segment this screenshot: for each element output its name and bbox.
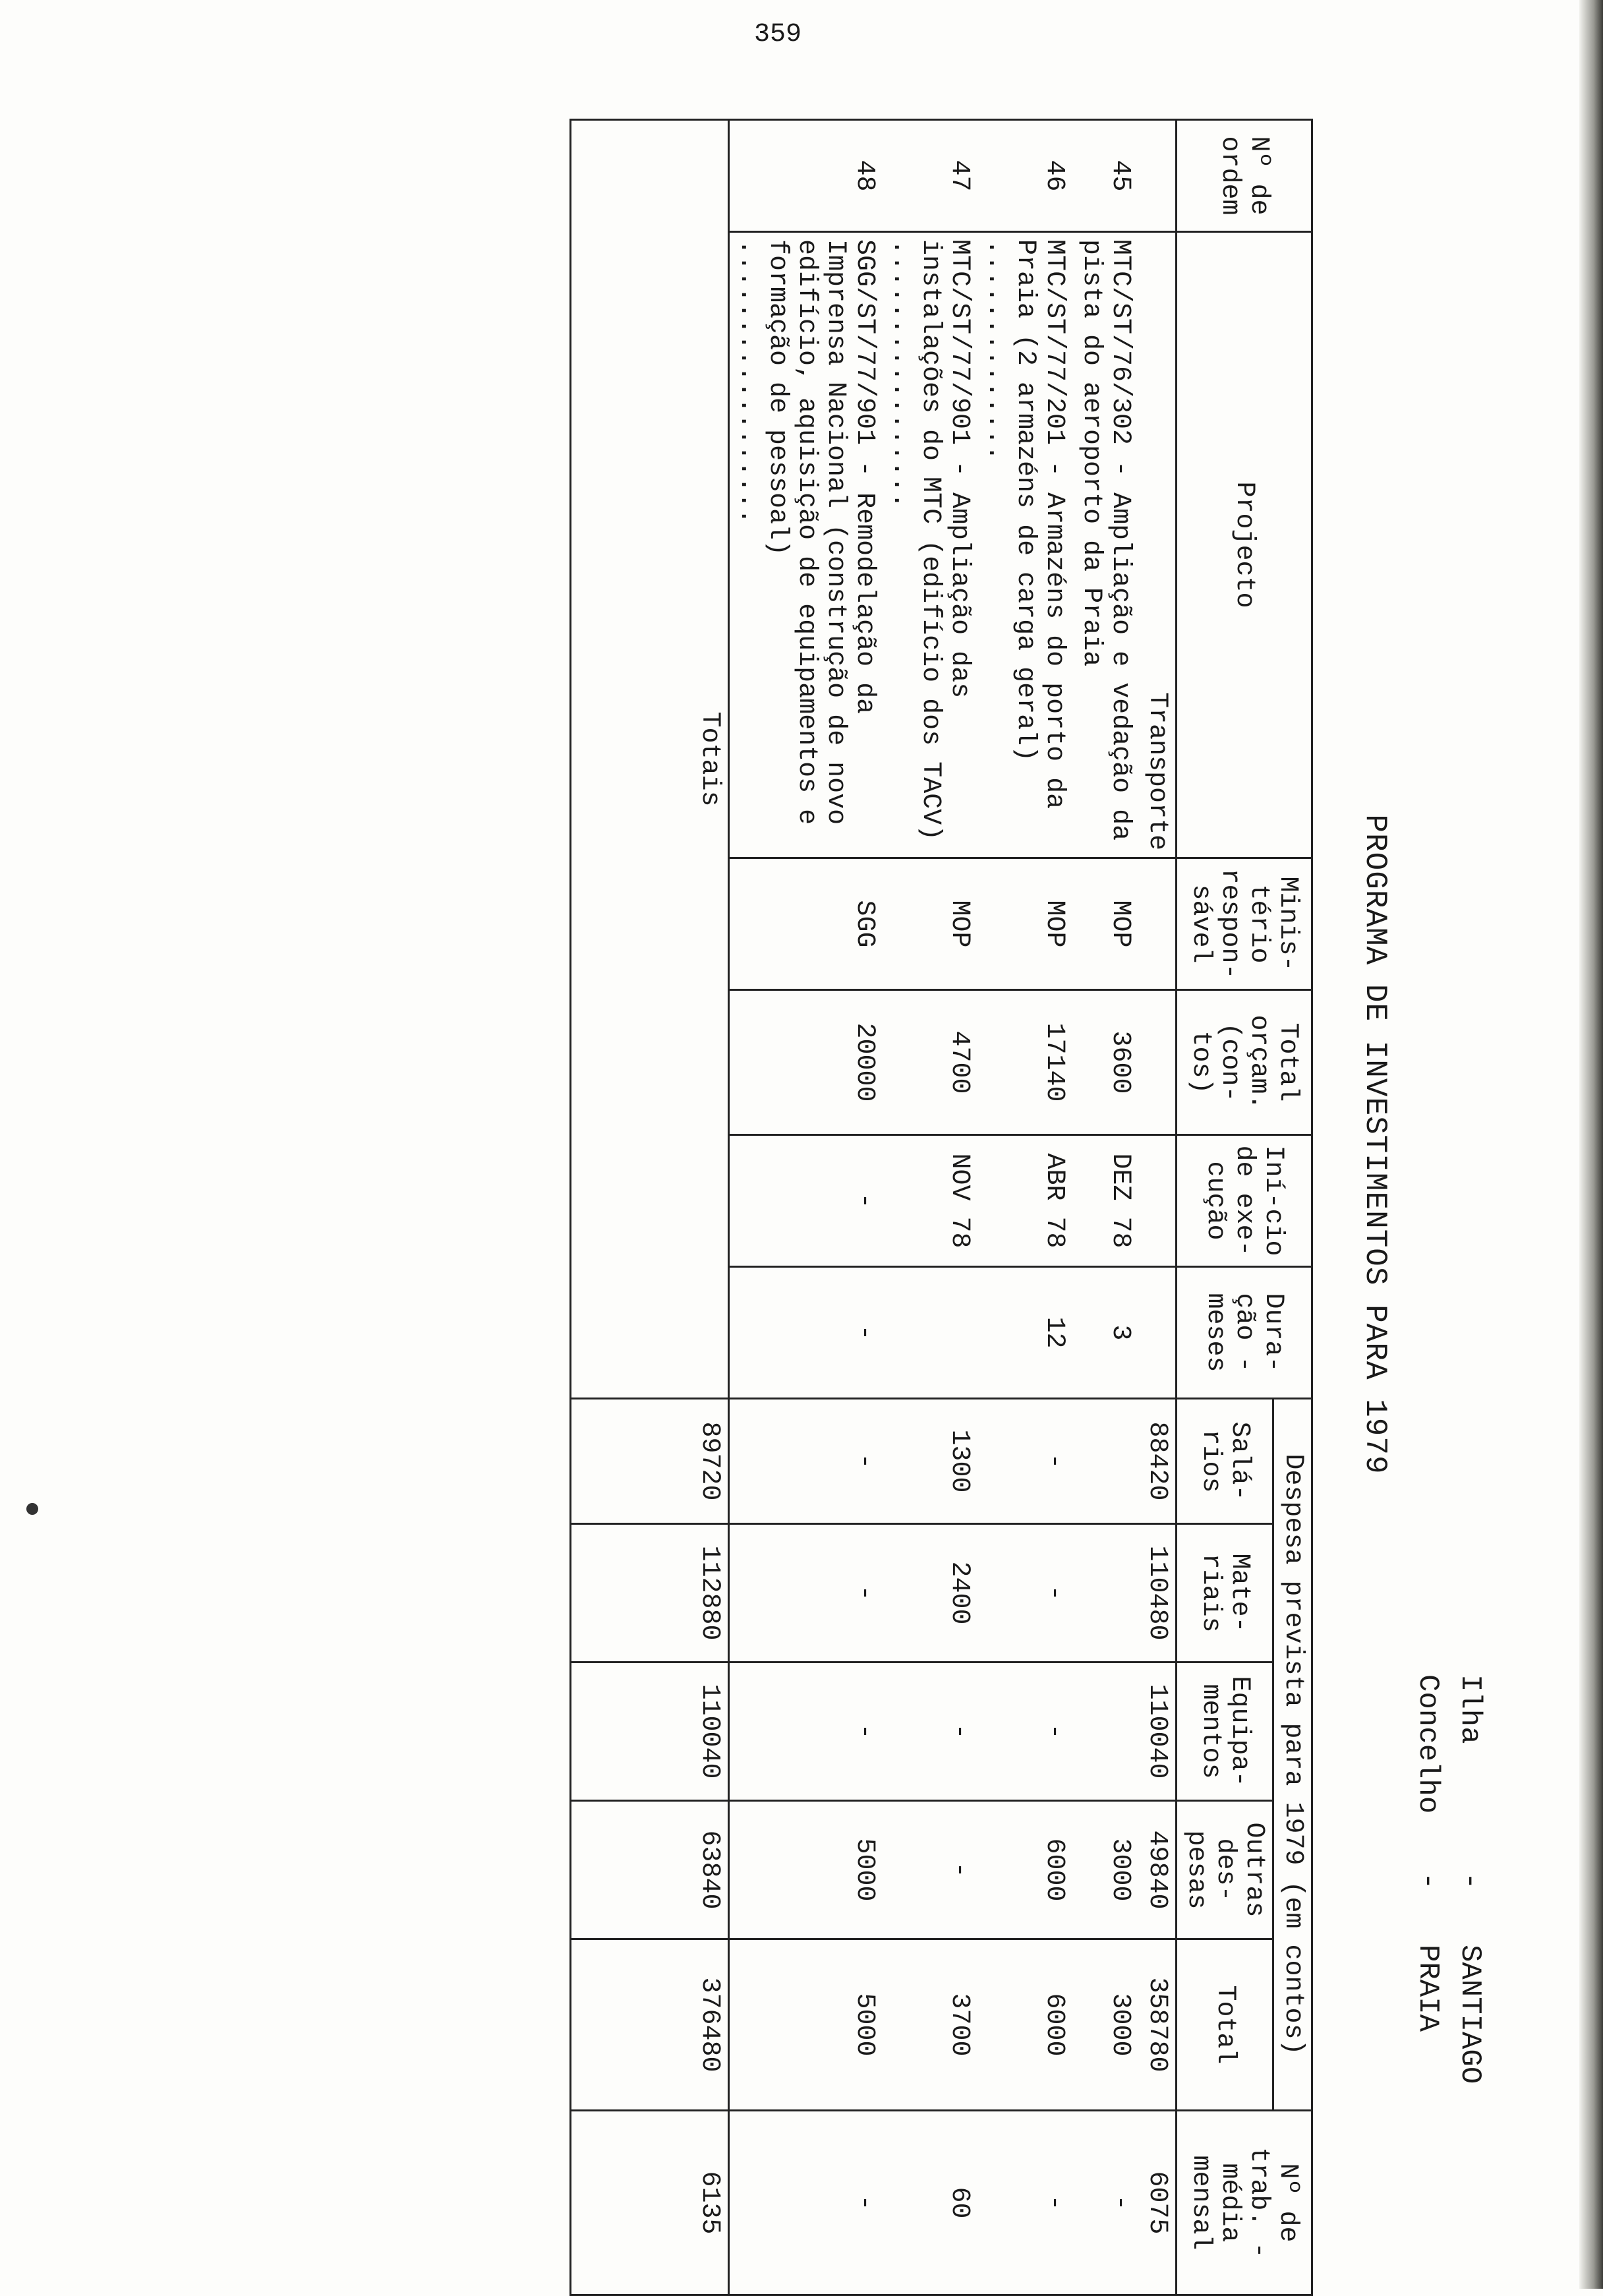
- header-materiais: Mate-riais: [1177, 1524, 1273, 1663]
- row-trab: -: [729, 2111, 883, 2295]
- row-outras: 5000: [729, 1801, 883, 1939]
- totals-materiais: 112880: [571, 1524, 729, 1663]
- totals-equipamentos: 110040: [571, 1663, 729, 1801]
- table-row: [883, 120, 977, 2295]
- table-row: [977, 120, 1072, 2295]
- transport-outras: 49840: [1138, 1801, 1177, 1939]
- transport-ministerio-cell: [1138, 858, 1177, 990]
- header-row-1: [1273, 120, 1312, 2295]
- row-total-orcam: 4700: [883, 990, 977, 1135]
- table-row: [1072, 120, 1138, 2295]
- header-total-orcam: Total orçam. (con-tos): [1177, 990, 1312, 1135]
- totals-salarios: 89720: [571, 1399, 729, 1524]
- transport-total: 358780: [1138, 1939, 1177, 2111]
- transport-equipamentos: 110040: [1138, 1663, 1177, 1801]
- row-salarios: -: [977, 1399, 1072, 1524]
- row-ordem: 48: [729, 120, 883, 232]
- ilha-label: Ilha: [1453, 1674, 1486, 1744]
- transport-materiais: 110480: [1138, 1524, 1177, 1663]
- row-inicio: -: [729, 1135, 883, 1267]
- row-projecto: MTC/ST/77/201 - Armazéns do porto da Praia (2 armazéns de carga geral) ..............: [977, 232, 1072, 858]
- row-total: 3700: [883, 1939, 977, 2111]
- row-equipamentos: [1072, 1663, 1138, 1801]
- row-outras: -: [883, 1801, 977, 1939]
- row-equipamentos: -: [977, 1663, 1072, 1801]
- row-outras: 6000: [977, 1801, 1072, 1939]
- row-total-orcam: 20000: [729, 990, 883, 1135]
- transport-orcam-cell: [1138, 990, 1177, 1135]
- row-inicio: DEZ 78: [1072, 1135, 1138, 1267]
- row-ordem: 47: [883, 120, 977, 232]
- row-ordem: 45: [1072, 120, 1138, 232]
- row-trab: 60: [883, 2111, 977, 2295]
- investment-table: [569, 119, 1313, 2296]
- row-trab: -: [1072, 2111, 1138, 2295]
- row-salarios: -: [729, 1399, 883, 1524]
- row-materiais: 2400: [883, 1524, 977, 1663]
- row-duracao: 12: [977, 1267, 1072, 1399]
- row-total: 5000: [729, 1939, 883, 2111]
- table-row: [729, 120, 883, 2295]
- totals-total: 376480: [571, 1939, 729, 2111]
- transport-salarios: 88420: [1138, 1399, 1177, 1524]
- totals-row: [571, 120, 729, 2295]
- transport-duracao-cell: [1138, 1267, 1177, 1399]
- row-total-orcam: 17140: [977, 990, 1072, 1135]
- row-ordem: 46: [977, 120, 1072, 232]
- row-materiais: -: [729, 1524, 883, 1663]
- row-inicio: NOV 78: [883, 1135, 977, 1267]
- row-projecto: SGG/ST/77/901 - Remodelação da Imprensa Nacional (construção de novo edifício, aquisição de equipamentos e formação de pessoal) ..................: [729, 232, 883, 858]
- header-projecto: Projecto: [1177, 232, 1312, 858]
- totals-trab: 6135: [571, 2111, 729, 2295]
- transport-ordem-cell: [1138, 120, 1177, 232]
- totals-outras: 63840: [571, 1801, 729, 1939]
- header-total: Total: [1177, 1939, 1273, 2111]
- header-ordem: Nº de ordem: [1177, 120, 1312, 232]
- document-title: PROGRAMA DE INVESTIMENTOS PARA 1979: [1358, 814, 1392, 1475]
- row-projecto: MTC/ST/76/302 - Ampliação e vedação da pista do aeroporto da Praia: [1072, 232, 1138, 858]
- row-ministerio: MOP: [977, 858, 1072, 990]
- header-equipamentos: Equipa-mentos: [1177, 1663, 1273, 1801]
- row-duracao: 3: [1072, 1267, 1138, 1399]
- row-total: 3000: [1072, 1939, 1138, 2111]
- row-salarios: [1072, 1399, 1138, 1524]
- header-trab: Nº de trab. -média mensal: [1177, 2111, 1312, 2295]
- transport-inicio-cell: [1138, 1135, 1177, 1267]
- header-ministerio: Minis-tério respon-sável: [1177, 858, 1312, 990]
- concelho-value: PRAIA: [1411, 1945, 1444, 2032]
- row-total-orcam: 3600: [1072, 990, 1138, 1135]
- page-number: 359: [753, 20, 802, 49]
- concelho-separator: -: [1411, 1872, 1444, 1890]
- row-salarios: 1300: [883, 1399, 977, 1524]
- row-outras: 3000: [1072, 1801, 1138, 1939]
- row-equipamentos: -: [729, 1663, 883, 1801]
- row-inicio: ABR 78: [977, 1135, 1072, 1267]
- header-despesa-group: Despesa prevista para 1979 (em contos): [1273, 1399, 1312, 2111]
- transport-row: [1138, 120, 1177, 2295]
- row-ministerio: MOP: [1072, 858, 1138, 990]
- row-materiais: -: [977, 1524, 1072, 1663]
- header-inicio: Iní-cio de exe-cução: [1177, 1135, 1312, 1267]
- row-materiais: [1072, 1524, 1138, 1663]
- transport-label: Transporte: [1138, 232, 1177, 858]
- row-trab: -: [977, 2111, 1072, 2295]
- ilha-value: SANTIAGO: [1453, 1945, 1486, 2084]
- row-total: 6000: [977, 1939, 1072, 2111]
- header-outras: Outras des-pesas: [1177, 1801, 1273, 1939]
- row-equipamentos: -: [883, 1663, 977, 1801]
- ilha-row: [1449, 1674, 1491, 2084]
- concelho-row: [1407, 1674, 1449, 2084]
- row-duracao: [883, 1267, 977, 1399]
- row-ministerio: SGG: [729, 858, 883, 990]
- ilha-separator: -: [1453, 1872, 1486, 1890]
- totals-label: Totais: [571, 120, 729, 1399]
- scan-speck: [26, 1503, 38, 1515]
- header-salarios: Salá-rios: [1177, 1399, 1273, 1524]
- transport-trab: 6075: [1138, 2111, 1177, 2295]
- row-projecto: MTC/ST/77/901 - Ampliação das instalações do MTC (edifício dos TACV) .................: [883, 232, 977, 858]
- concelho-label: Concelho: [1411, 1674, 1444, 1814]
- row-duracao: -: [729, 1267, 883, 1399]
- location-block: [1407, 1674, 1491, 2084]
- header-duracao: Dura-ção -meses: [1177, 1267, 1312, 1399]
- row-ministerio: MOP: [883, 858, 977, 990]
